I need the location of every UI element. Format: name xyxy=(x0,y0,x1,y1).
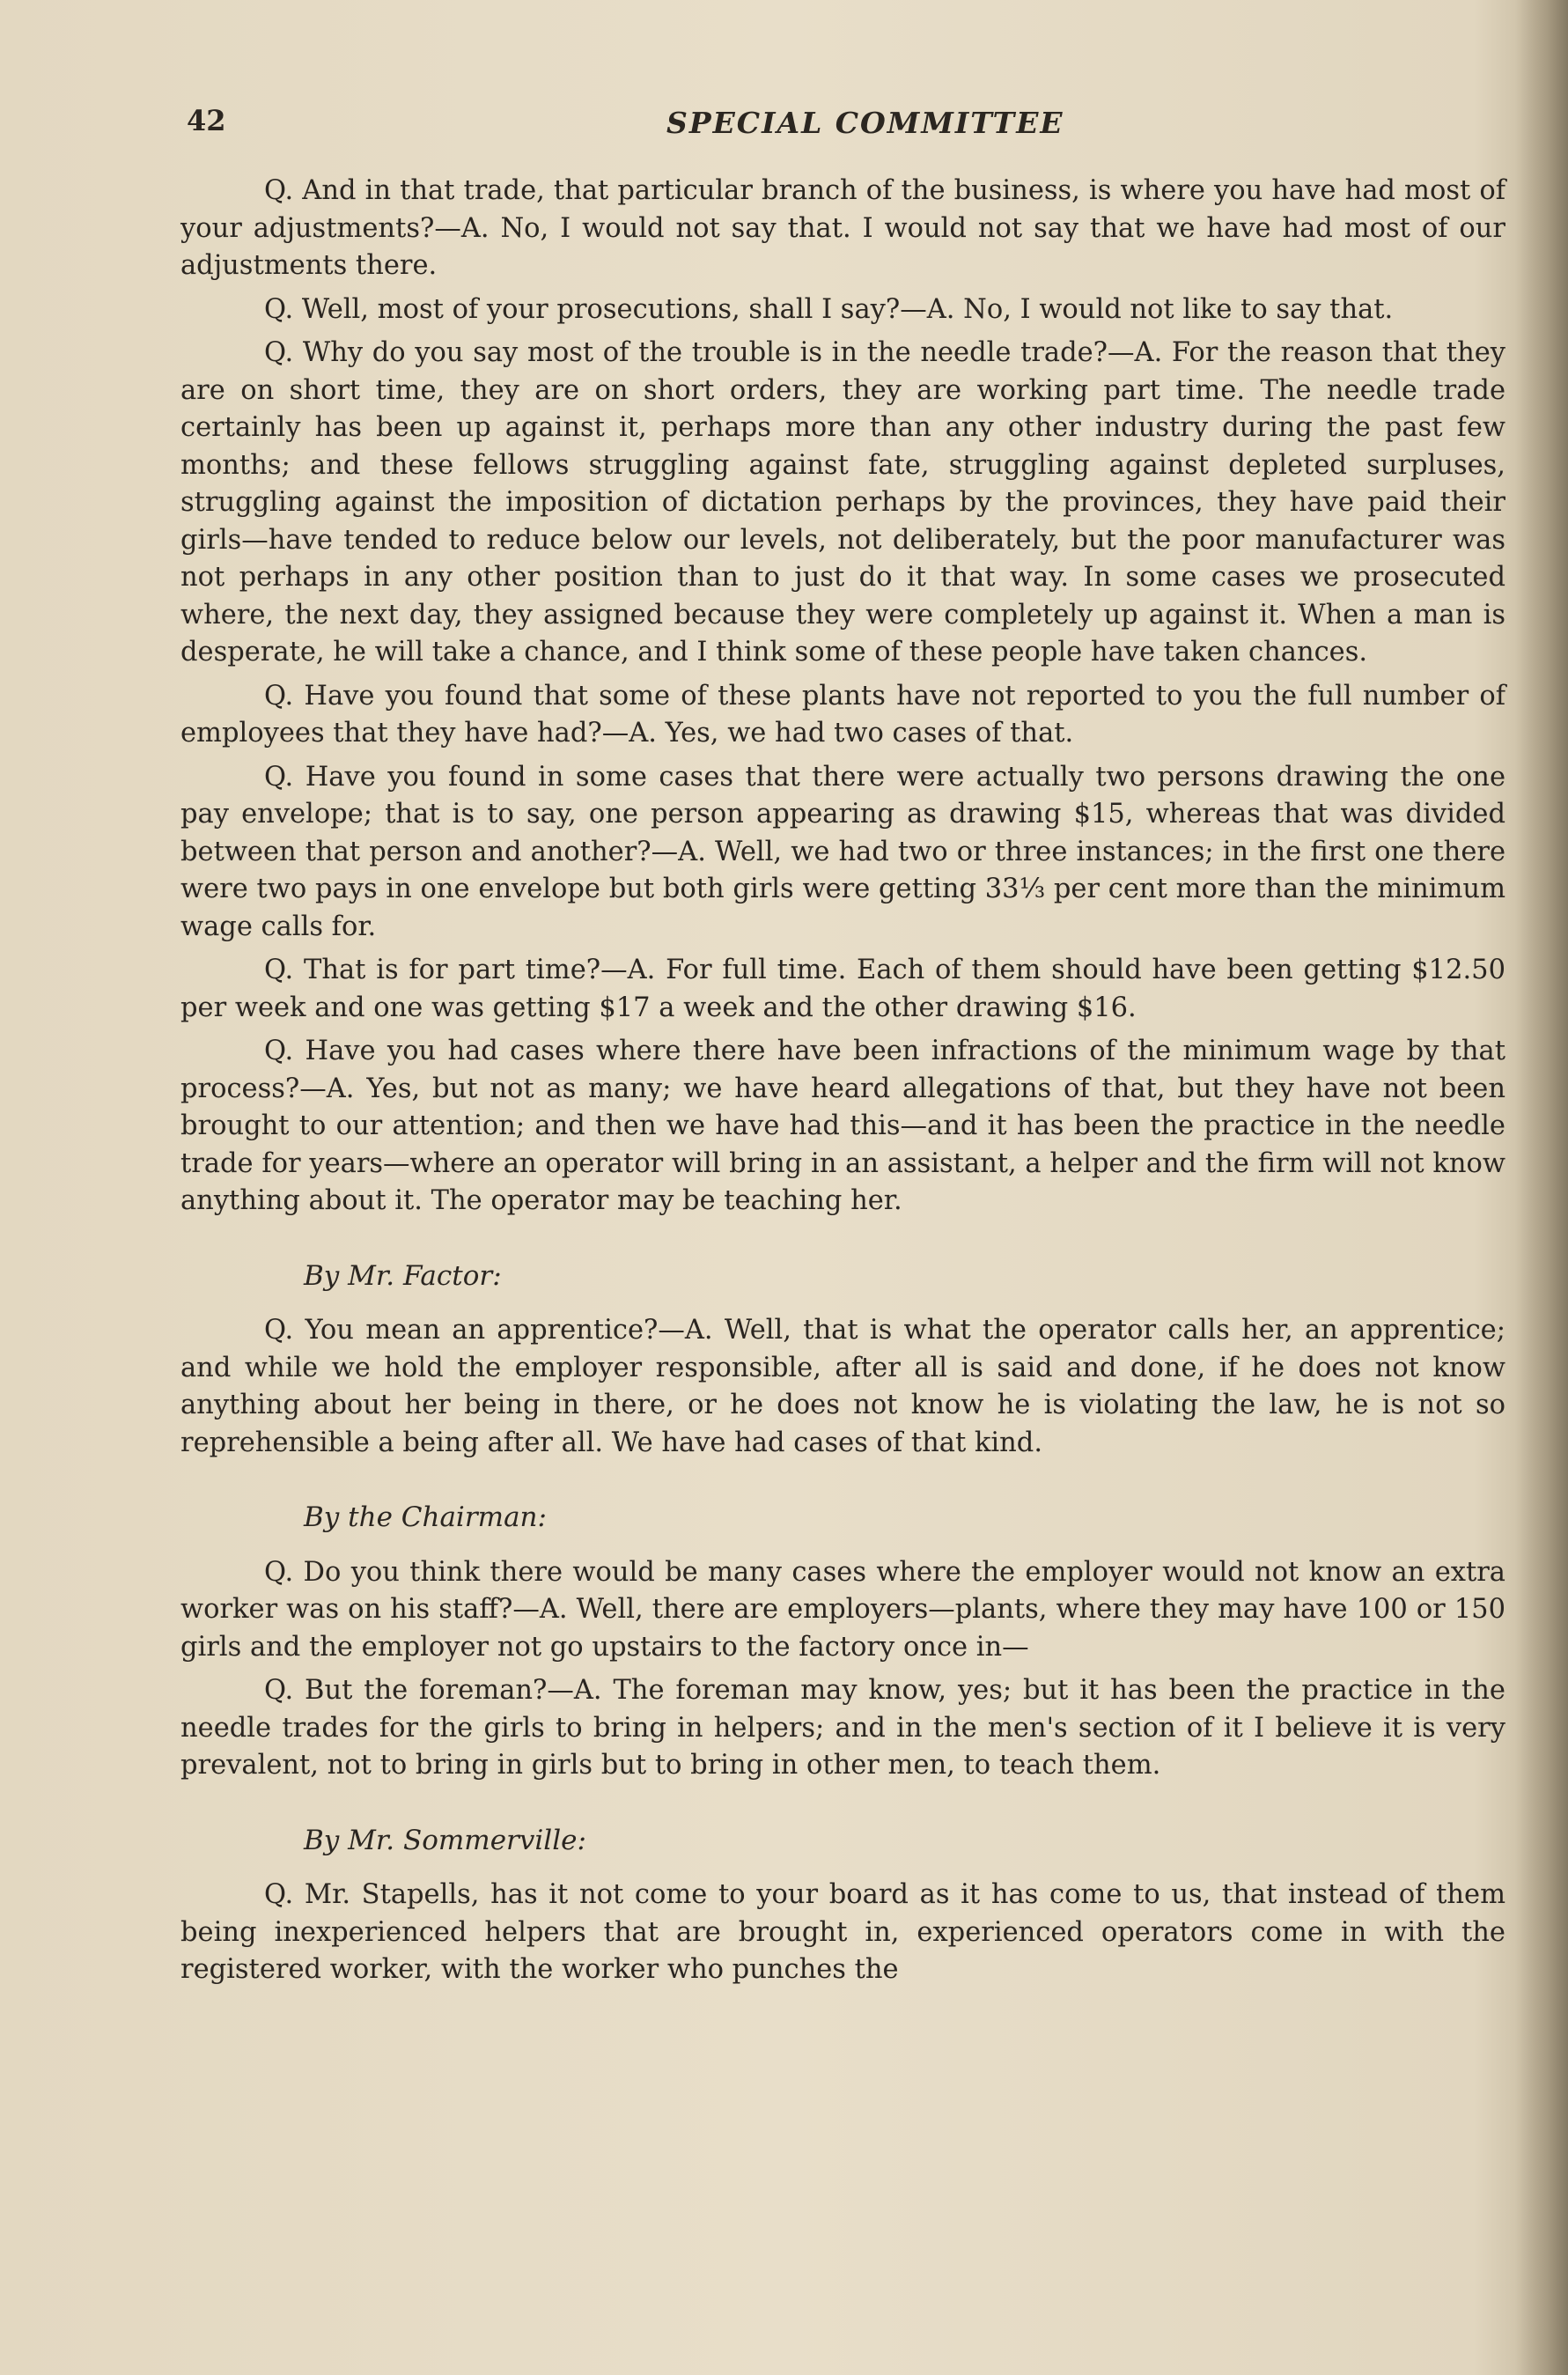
paragraph: Q. Do you think there would be many cases where the employer would not know an extra worker was on his staff?—A. Well, there are employers—plants, where they may have 100 or 150 girls and the employer not go upstairs to the factory once in— xyxy=(180,1556,1505,1663)
paragraph: Q. Have you had cases where there have been infractions of the minimum wage by that process?—A. Yes, but not as many; we have heard allegations of that, but they have not been brought to our attention; and then we have had this—and it has been the practice in the needle trade for years—where an operator will bring in an assistant, a helper and the firm will not know anything about it. The operator may be teaching her. xyxy=(180,1036,1505,1216)
running-head xyxy=(187,104,1490,146)
paragraph: Q. Mr. Stapells, has it not come to your board as it has come to us, that instead of them being inexperienced helpers that are brought in, experienced operators come in with the registered worker, with the worker who punches the xyxy=(180,1879,1505,1985)
speaker-heading-factor: By Mr. Factor: xyxy=(304,1259,502,1292)
paragraph: Q. But the foreman?—A. The foreman may know, yes; but it has been the practice in the needle trades for the girls to bring in helpers; and in the men's section of it I believe it is very prevalent, not to bring in girls but to bring in other men, to teach them. xyxy=(180,1675,1505,1781)
paragraph: Q. Why do you say most of the trouble is in the needle trade?—A. For the reason that they are on short time, they are on short orders, they are working part time. The needle trade certainly has been up against it, perhaps more than any other industry during the past few months; and these fellows struggling against fate, struggling against depleted surpluses, struggling against the imposition of dictation perhaps by the provinces, they have paid their girls—have tended to reduce below our levels, not deliberately, but the poor manufacturer was not perhaps in any other position than to just do it that way. In some cases we prosecuted where, the next day, they assigned because they were completely up against it. When a man is desperate, he will take a chance, and I think some of these people have taken chances. xyxy=(180,337,1505,668)
paragraph: Q. That is for part time?—A. For full time. Each of them should have been getting $12.50 per week and one was getting $17 a week and the other drawing $16. xyxy=(180,955,1505,1023)
speaker-heading-sommerville: By Mr. Sommerville: xyxy=(304,1824,586,1856)
paragraph: Q. Have you found that some of these plants have not reported to you the full number of employees that they have had?—A. Yes, we had two cases of that. xyxy=(180,680,1505,749)
paragraph: Q. You mean an apprentice?—A. Well, that is what the operator calls her, an apprentice; and while we hold the employer responsible, after all is said and done, if he does not know anything about her being in there, or he does not know he is violating the law, he is not so reprehensible a being after all. We have had cases of that kind. xyxy=(180,1315,1505,1458)
header-title: SPECIAL COMMITTEE xyxy=(666,106,1064,140)
paragraph: Q. Have you found in some cases that there were actually two persons drawing the one pay envelope; that is to say, one person appearing as drawing $15, whereas that was divided between that person and another?—A. Well, we had two or three instances; in the first one there were two pays in one envelope but both girls were getting 33⅓ per cent more than the minimum wage calls for. xyxy=(180,761,1505,942)
paragraph: Q. Well, most of your prosecutions, shall I say?—A. No, I would not like to say that. xyxy=(264,293,1394,325)
speaker-heading-chairman: By the Chairman: xyxy=(304,1501,547,1533)
page-number: 42 xyxy=(187,104,226,137)
body-text xyxy=(180,173,1505,1995)
paragraph: Q. And in that trade, that particular branch of the business, is where you have had most of your adjustments?—A. No, I would not say that. I would not say that we have had most of our adjustments there. xyxy=(180,175,1505,281)
page-edge-shadow xyxy=(1515,0,1568,2375)
